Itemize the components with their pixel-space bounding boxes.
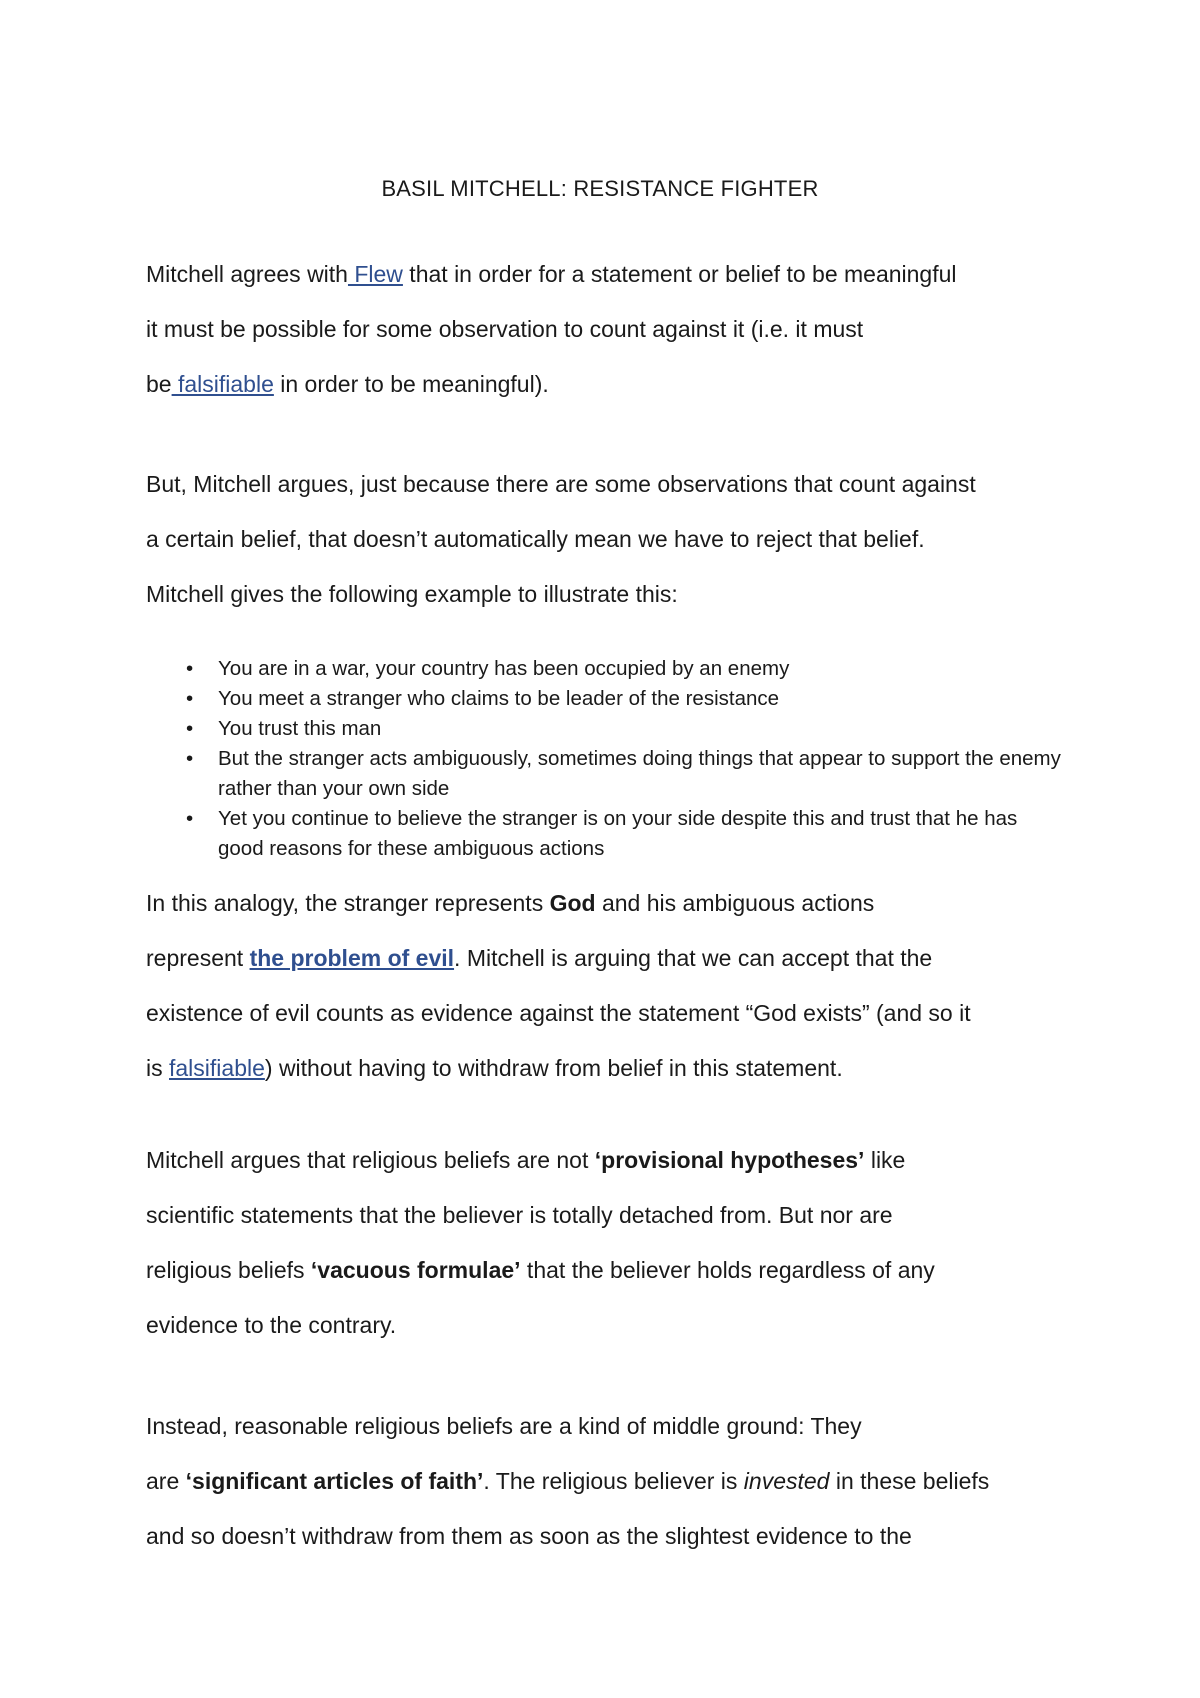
- paragraph-religious-beliefs: [146, 1133, 1066, 1353]
- text: evidence to the contrary.: [146, 1312, 397, 1338]
- falsifiable-link[interactable]: falsifiable: [169, 1055, 265, 1081]
- text: Mitchell agrees with: [146, 261, 348, 287]
- text: in these beliefs: [829, 1468, 990, 1494]
- text: like: [864, 1147, 906, 1173]
- bold-god: God: [549, 890, 596, 916]
- text: represent: [146, 945, 250, 971]
- text: But, Mitchell argues, just because there are some observations that count against: [146, 471, 976, 497]
- italic-invested: invested: [743, 1468, 830, 1494]
- text: a certain belief, that doesn’t automatically mean we have to reject that belief.: [146, 526, 925, 552]
- paragraph-middle-ground: [146, 1399, 1066, 1564]
- text: religious beliefs: [146, 1257, 311, 1283]
- text: scientific statements that the believer is totally detached from. But nor are: [146, 1202, 893, 1228]
- page-title: BASIL MITCHELL: RESISTANCE FIGHTER: [381, 176, 819, 201]
- bullet-icon: •: [186, 747, 194, 770]
- problem-of-evil-link[interactable]: the problem of evil: [249, 945, 455, 971]
- list-item-text: You trust this man: [218, 717, 382, 740]
- paragraph-intro: [146, 247, 1066, 412]
- paragraph-argument: [146, 457, 1066, 622]
- list-item-text: But the stranger acts ambiguously, sometimes doing things that appear to support the enemy rather than your own side: [218, 747, 1061, 800]
- list-item: [146, 714, 1066, 744]
- text: in order to be meaningful).: [273, 371, 549, 397]
- example-bullet-list: [146, 654, 1066, 864]
- falsifiable-link[interactable]: falsifiable: [171, 371, 274, 397]
- bullet-icon: •: [186, 807, 194, 830]
- bullet-icon: •: [186, 687, 194, 710]
- list-item-text: Yet you continue to believe the stranger is on your side despite this and trust that he has good reasons for these ambiguous actions: [218, 807, 1018, 860]
- text: that the believer holds regardless of any: [520, 1257, 935, 1283]
- text: that in order for a statement or belief to be meaningful: [402, 261, 957, 287]
- text: and so doesn’t withdraw from them as soon as the slightest evidence to the: [146, 1523, 912, 1549]
- text: be: [146, 371, 172, 397]
- paragraph-analogy: [146, 876, 1066, 1096]
- text: . Mitchell is arguing that we can accept that the: [454, 945, 933, 971]
- bold-provisional-hypotheses: ‘provisional hypotheses’: [594, 1147, 865, 1173]
- text: are: [146, 1468, 186, 1494]
- text: ) without having to withdraw from belief in this statement.: [264, 1055, 843, 1081]
- text: Mitchell argues that religious beliefs are not: [146, 1147, 595, 1173]
- bullet-icon: •: [186, 717, 194, 740]
- text: In this analogy, the stranger represents: [146, 890, 550, 916]
- text: and his ambiguous actions: [595, 890, 875, 916]
- bold-vacuous-formulae: ‘vacuous formulae’: [310, 1257, 521, 1283]
- text: . The religious believer is: [483, 1468, 744, 1494]
- flew-link[interactable]: Flew: [347, 261, 403, 287]
- text: Mitchell gives the following example to illustrate this:: [146, 581, 678, 607]
- text: existence of evil counts as evidence against the statement “God exists” (and so it: [146, 1000, 971, 1026]
- list-item: [146, 804, 1066, 864]
- text: it must be possible for some observation to count against it (i.e. it must: [146, 316, 864, 342]
- list-item: [146, 684, 1066, 714]
- list-item: [146, 744, 1066, 804]
- bold-significant-articles: ‘significant articles of faith’: [185, 1468, 484, 1494]
- text: Instead, reasonable religious beliefs are a kind of middle ground: They: [146, 1413, 862, 1439]
- text: is: [146, 1055, 169, 1081]
- bullet-icon: •: [186, 657, 194, 680]
- list-item-text: You are in a war, your country has been occupied by an enemy: [218, 657, 790, 680]
- list-item: [146, 654, 1066, 684]
- list-item-text: You meet a stranger who claims to be leader of the resistance: [218, 687, 780, 710]
